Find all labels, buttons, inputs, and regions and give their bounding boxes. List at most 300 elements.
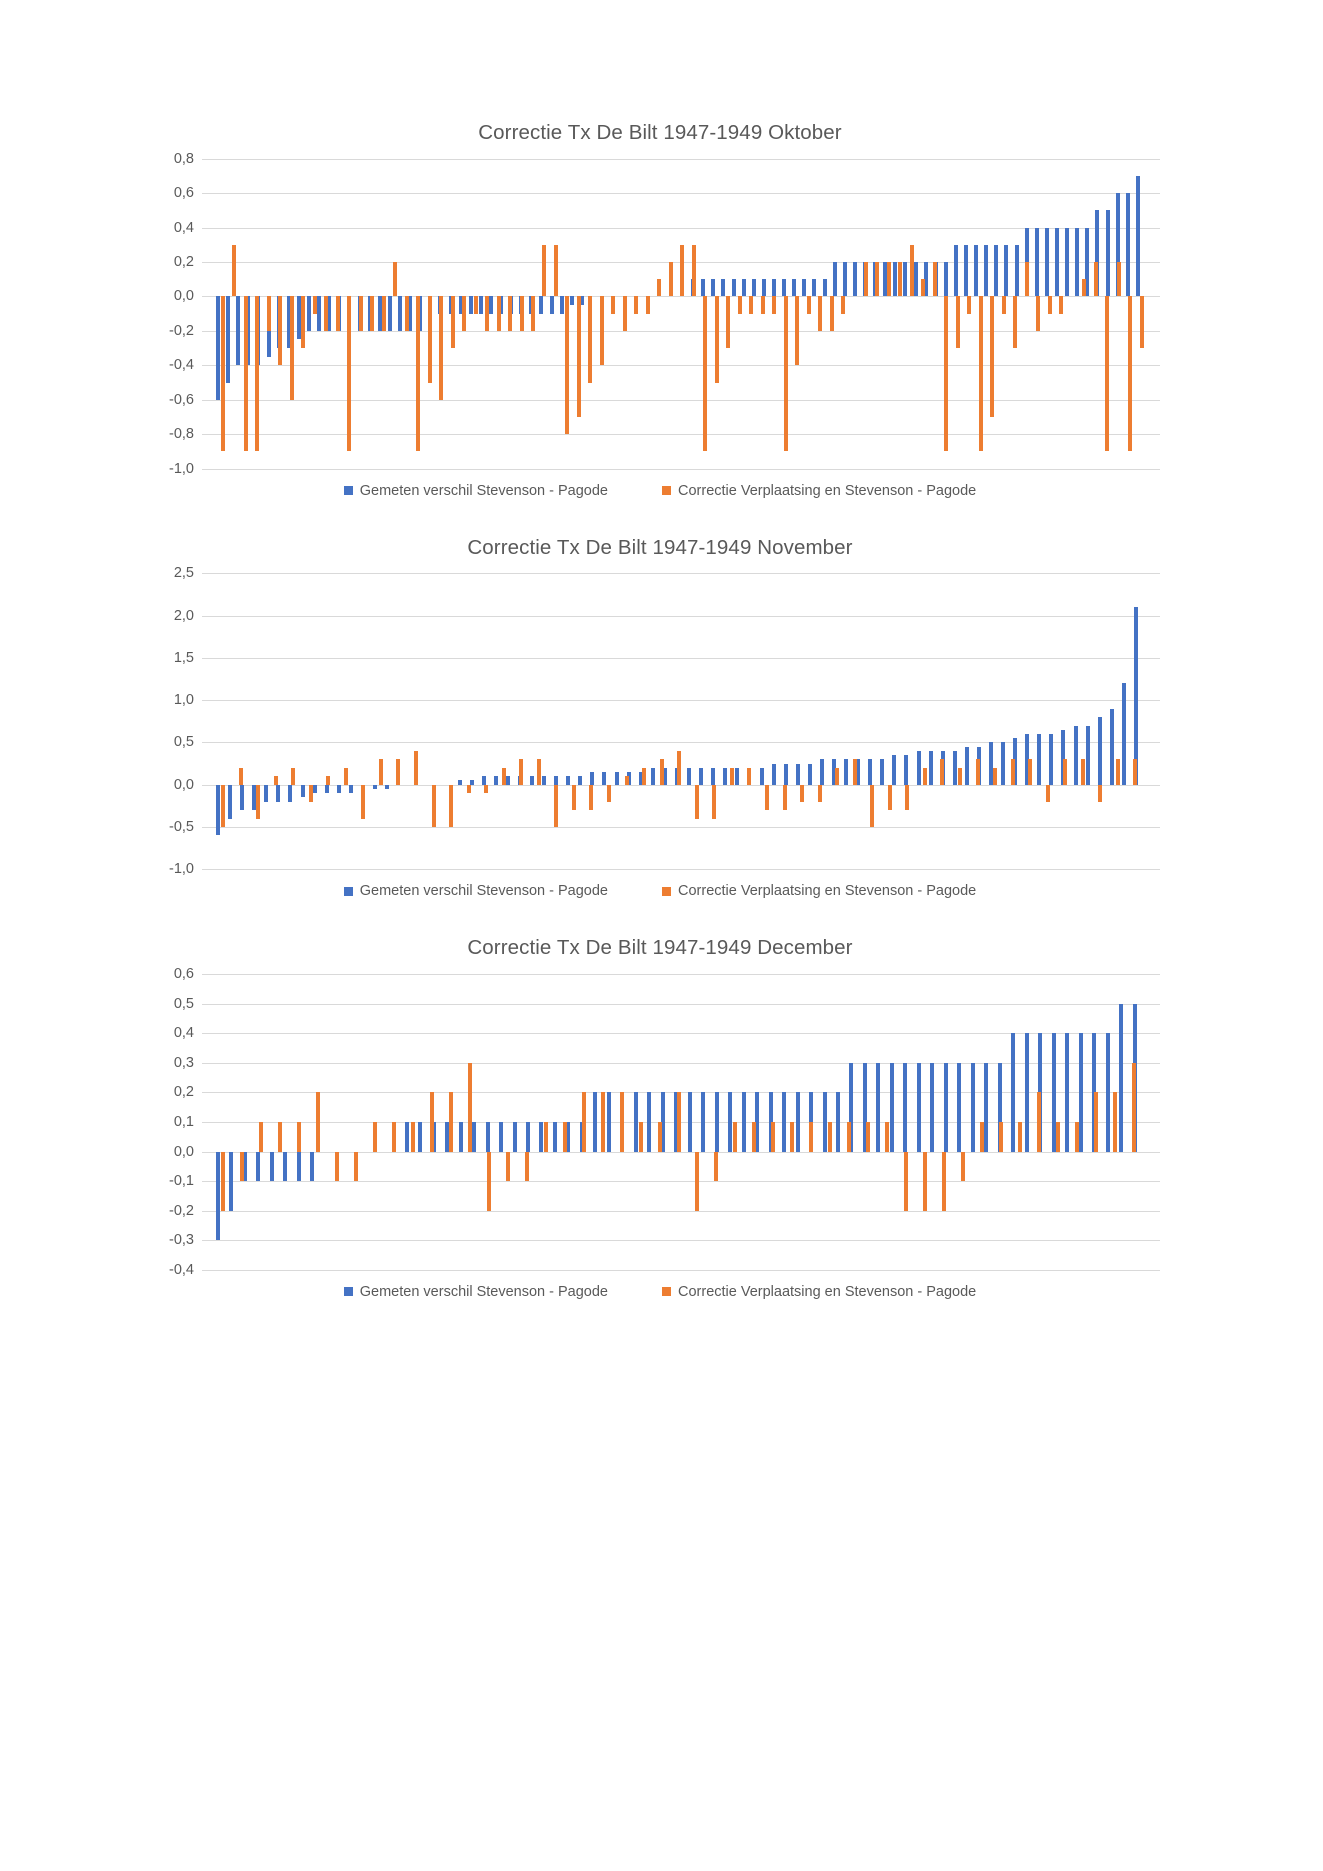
bar: [600, 296, 604, 365]
bar: [432, 785, 436, 827]
y-axis-tick-label: 0,1: [173, 1113, 194, 1130]
bar: [1048, 296, 1052, 313]
chart-oktober: [160, 120, 1160, 499]
bar: [530, 776, 534, 784]
bar: [1052, 1033, 1056, 1151]
bar: [259, 1122, 263, 1152]
bar: [623, 296, 627, 330]
bar: [1117, 262, 1121, 296]
bar-group: [202, 573, 1160, 869]
bar: [910, 245, 914, 297]
bar: [216, 296, 220, 399]
bar: [361, 785, 365, 819]
bar-group: [202, 159, 1160, 469]
bar: [807, 296, 811, 313]
bar: [680, 245, 684, 297]
legend-item-series2: [662, 483, 976, 499]
bar: [929, 751, 933, 785]
bar: [782, 279, 786, 296]
y-axis-tick-label: -0,6: [169, 391, 194, 408]
bar: [270, 1152, 274, 1182]
bar: [634, 1092, 638, 1151]
bar: [578, 776, 582, 784]
bar: [525, 1152, 529, 1182]
bar: [221, 1152, 225, 1211]
bar: [542, 776, 546, 784]
bar: [701, 1092, 705, 1151]
legend-item-series2: [662, 883, 976, 899]
bar: [625, 776, 629, 784]
bar: [301, 785, 305, 798]
legend-swatch-blue-icon: [344, 887, 353, 896]
bar: [772, 279, 776, 296]
bar: [307, 296, 311, 330]
bar: [994, 245, 998, 297]
bar: [1074, 726, 1078, 785]
bar: [990, 296, 994, 417]
bar: [976, 759, 980, 784]
bar: [502, 768, 506, 785]
bar: [890, 1063, 894, 1152]
bar: [711, 768, 715, 785]
bar: [526, 1122, 530, 1152]
bar: [687, 768, 691, 785]
bar: [313, 785, 317, 793]
bar: [1035, 228, 1039, 297]
bar: [880, 759, 884, 784]
bar: [795, 296, 799, 365]
y-axis-tick-label: 0,2: [173, 253, 194, 270]
bar: [1028, 759, 1032, 784]
bar: [553, 1122, 557, 1152]
bar: [669, 262, 673, 296]
legend-label-series2: Correctie Verplaatsing en Stevenson - Pagode: [678, 482, 977, 499]
bar: [379, 759, 383, 784]
bar: [703, 296, 707, 451]
legend-label-series1: Gemeten verschil Stevenson - Pagode: [359, 1283, 608, 1300]
bar: [980, 1122, 984, 1152]
bar: [876, 1063, 880, 1152]
bar: [1037, 734, 1041, 785]
bar: [1037, 1092, 1041, 1151]
bar: [550, 296, 554, 313]
bar: [615, 772, 619, 785]
bar: [506, 776, 510, 784]
bar: [747, 768, 751, 785]
legend-december: [160, 1284, 1160, 1300]
bar: [256, 785, 260, 819]
y-axis-tick-label: 1,5: [173, 649, 194, 666]
chart-december: [160, 935, 1160, 1300]
gridline: [169, 1261, 1160, 1278]
bar: [226, 296, 230, 382]
bar: [288, 785, 292, 802]
bar: [449, 1092, 453, 1151]
bar: [405, 1122, 409, 1152]
bar: [310, 1152, 314, 1182]
bar: [875, 262, 879, 296]
bar: [216, 785, 220, 836]
plot-area-november: [169, 565, 1160, 878]
bar: [830, 296, 834, 330]
bar: [325, 785, 329, 793]
bar: [1045, 228, 1049, 297]
bar: [956, 296, 960, 348]
bar: [1055, 228, 1059, 297]
bar: [856, 759, 860, 784]
bar: [537, 759, 541, 784]
bar: [864, 262, 868, 296]
bar: [264, 785, 268, 802]
bar: [903, 1063, 907, 1152]
bar: [236, 296, 240, 365]
bar: [841, 296, 845, 313]
bar: [677, 751, 681, 785]
bar: [765, 785, 769, 810]
bar: [823, 279, 827, 296]
bar: [607, 1092, 611, 1151]
bar: [1113, 1092, 1117, 1151]
y-axis-tick-label: 0,0: [173, 1143, 194, 1160]
bar: [866, 1122, 870, 1152]
bar: [892, 755, 896, 785]
bar: [560, 296, 564, 313]
bar: [658, 1122, 662, 1152]
bar: [359, 296, 363, 330]
legend-item-series1: [344, 883, 608, 899]
bar: [967, 296, 971, 313]
bar: [735, 768, 739, 785]
bar: [428, 296, 432, 382]
bar: [954, 245, 958, 297]
bar: [808, 764, 812, 785]
bar: [1056, 1122, 1060, 1152]
bar: [870, 785, 874, 827]
bar: [984, 245, 988, 297]
bar: [370, 296, 374, 330]
bar: [485, 296, 489, 330]
bar: [565, 296, 569, 434]
bar: [715, 296, 719, 382]
bar: [414, 751, 418, 785]
bar: [1110, 709, 1114, 785]
bar: [1004, 245, 1008, 297]
bar: [566, 1122, 570, 1152]
bar: [554, 245, 558, 297]
bar: [1105, 296, 1109, 451]
bar: [349, 785, 353, 793]
bar: [1046, 785, 1050, 802]
bar: [930, 1063, 934, 1152]
bar: [1011, 759, 1015, 784]
y-axis-tick-label: -0,2: [169, 322, 194, 339]
plot-area-december: [169, 965, 1160, 1278]
bar: [519, 759, 523, 784]
bar: [836, 1092, 840, 1151]
y-axis-tick-label: 0,5: [173, 995, 194, 1012]
bar: [715, 1092, 719, 1151]
bar: [784, 764, 788, 785]
bar: [1094, 262, 1098, 296]
bar: [833, 262, 837, 296]
legend-item-series2: [662, 1284, 976, 1300]
legend-swatch-orange-icon: [662, 887, 671, 896]
bar: [393, 262, 397, 296]
bar: [487, 1152, 491, 1211]
bar: [923, 768, 927, 785]
bar: [497, 296, 501, 330]
bar: [554, 785, 558, 827]
bar: [944, 296, 948, 451]
bar: [607, 785, 611, 802]
bar: [396, 759, 400, 784]
bar: [486, 1122, 490, 1152]
bar: [730, 768, 734, 785]
bar: [893, 262, 897, 296]
bar: [388, 296, 392, 330]
legend-label-series1: Gemeten verschil Stevenson - Pagode: [359, 482, 608, 499]
bar: [1036, 296, 1040, 330]
bar: [944, 1063, 948, 1152]
bar: [721, 279, 725, 296]
bar: [301, 296, 305, 348]
bar: [1082, 279, 1086, 296]
bar: [853, 262, 857, 296]
bar: [1018, 1122, 1022, 1152]
bar: [468, 1063, 472, 1152]
chart-november: [160, 535, 1160, 900]
bar: [818, 785, 822, 802]
bar: [761, 296, 765, 313]
bar: [933, 262, 937, 296]
y-axis-tick-label: 0,6: [173, 965, 194, 982]
legend-item-series1: [344, 483, 608, 499]
bar: [411, 1122, 415, 1152]
bar: [752, 1122, 756, 1152]
y-axis-tick-label: 0,2: [173, 1084, 194, 1101]
bar: [572, 785, 576, 810]
bar: [309, 785, 313, 802]
bar: [416, 296, 420, 451]
bar: [513, 1122, 517, 1152]
bar: [657, 279, 661, 296]
bar: [1075, 1122, 1079, 1152]
bar: [373, 785, 377, 789]
bar: [382, 296, 386, 330]
bar: [589, 785, 593, 810]
bar: [958, 768, 962, 785]
bar: [974, 245, 978, 297]
bar: [335, 1152, 339, 1182]
bar: [1063, 759, 1067, 784]
gridline: [169, 861, 1160, 878]
bar: [868, 759, 872, 784]
bar: [1025, 1033, 1029, 1151]
bar: [1126, 193, 1130, 296]
bar: [474, 296, 478, 313]
bar: [712, 785, 716, 819]
bar: [1001, 742, 1005, 784]
bar: [772, 296, 776, 313]
bar: [802, 279, 806, 296]
bar: [398, 296, 402, 330]
bar: [336, 296, 340, 330]
bar: [820, 759, 824, 784]
bar: [542, 245, 546, 297]
bar: [812, 279, 816, 296]
bar: [1079, 1033, 1083, 1151]
bar: [1025, 262, 1029, 296]
bar: [898, 262, 902, 296]
legend-swatch-orange-icon: [662, 1287, 671, 1296]
bar: [888, 785, 892, 810]
bar: [828, 1122, 832, 1152]
bar: [905, 785, 909, 810]
bar: [337, 785, 341, 793]
bar: [1128, 296, 1132, 451]
bar: [1086, 726, 1090, 785]
bar: [539, 296, 543, 313]
bar: [239, 768, 243, 785]
legend-oktober: [160, 483, 1160, 499]
bar: [228, 785, 232, 819]
bar: [843, 262, 847, 296]
bar: [772, 764, 776, 785]
y-axis-tick-label: 2,5: [173, 565, 194, 582]
bar: [784, 296, 788, 451]
bar: [732, 279, 736, 296]
bar: [297, 1152, 301, 1182]
bar: [354, 1152, 358, 1182]
bar: [373, 1122, 377, 1152]
bar: [1106, 1033, 1110, 1151]
bar: [782, 1092, 786, 1151]
legend-label-series2: Correctie Verplaatsing en Stevenson - Pagode: [678, 883, 977, 900]
y-axis-tick-label: 2,0: [173, 607, 194, 624]
bar-group: [202, 974, 1160, 1270]
bar: [324, 296, 328, 330]
bar: [835, 768, 839, 785]
y-axis-tick-label: -1,0: [169, 861, 194, 878]
bar: [651, 768, 655, 785]
chart-title-november: Correctie Tx De Bilt 1947-1949 November: [467, 535, 853, 559]
bar: [1140, 296, 1144, 348]
bar: [1132, 1063, 1136, 1152]
legend-swatch-blue-icon: [344, 486, 353, 495]
bar: [278, 1122, 282, 1152]
legend-swatch-blue-icon: [344, 1287, 353, 1296]
bar: [647, 1092, 651, 1151]
bar: [385, 785, 389, 789]
bar: [469, 296, 473, 313]
bar: [692, 245, 696, 297]
bar: [620, 1092, 624, 1151]
bar: [582, 1092, 586, 1151]
y-axis-tick-label: 1,0: [173, 692, 194, 709]
bar: [921, 279, 925, 296]
bar: [1065, 1033, 1069, 1151]
y-axis-tick-label: -0,8: [169, 426, 194, 443]
bar: [347, 296, 351, 451]
bar: [953, 751, 957, 785]
legend-swatch-orange-icon: [662, 486, 671, 495]
bar: [923, 1152, 927, 1211]
y-axis-tick-label: 0,8: [173, 150, 194, 167]
y-axis-tick-label: 0,4: [173, 219, 194, 236]
bar: [904, 755, 908, 785]
bar: [601, 1092, 605, 1151]
bar: [1013, 296, 1017, 348]
bar: [418, 1122, 422, 1152]
bar: [458, 780, 462, 784]
bar: [255, 296, 259, 451]
bar: [531, 296, 535, 330]
legend-item-series1: [344, 1284, 608, 1300]
bar: [885, 1122, 889, 1152]
bar: [944, 262, 948, 296]
bar: [993, 768, 997, 785]
bar: [439, 296, 443, 399]
bar: [499, 1122, 503, 1152]
bar: [479, 296, 483, 313]
bar: [593, 1092, 597, 1151]
bar: [240, 785, 244, 810]
bar: [738, 296, 742, 313]
bar: [283, 1152, 287, 1182]
bar: [1119, 1004, 1123, 1152]
bar: [544, 1122, 548, 1152]
bar: [752, 279, 756, 296]
bar: [961, 1152, 965, 1182]
bar: [1098, 717, 1102, 785]
bar: [221, 785, 225, 827]
bar: [1122, 683, 1126, 784]
bar: [914, 262, 918, 296]
bar: [695, 785, 699, 819]
bar: [297, 1122, 301, 1152]
bar: [1081, 759, 1085, 784]
bar: [326, 776, 330, 784]
gridline: [169, 460, 1160, 477]
bar: [823, 1092, 827, 1151]
bar: [484, 785, 488, 793]
y-axis-tick-label: -1,0: [169, 460, 194, 477]
bar: [917, 1063, 921, 1152]
bar: [482, 776, 486, 784]
bar: [276, 785, 280, 802]
bar: [699, 768, 703, 785]
bar: [232, 245, 236, 297]
bar: [462, 296, 466, 330]
bar: [847, 1122, 851, 1152]
bar: [796, 764, 800, 785]
bar: [984, 1063, 988, 1152]
bar: [392, 1122, 396, 1152]
bar: [796, 1092, 800, 1151]
bar: [818, 296, 822, 330]
bar: [646, 296, 650, 313]
plot-area-oktober: [169, 150, 1160, 477]
bar: [520, 296, 524, 330]
bar: [1136, 176, 1140, 297]
bar: [278, 296, 282, 365]
y-axis-tick-label: 0,6: [173, 185, 194, 202]
legend-label-series1: Gemeten verschil Stevenson - Pagode: [359, 883, 608, 900]
bar: [256, 1152, 260, 1182]
bar: [489, 296, 493, 313]
bar: [749, 296, 753, 313]
bar: [570, 296, 574, 305]
